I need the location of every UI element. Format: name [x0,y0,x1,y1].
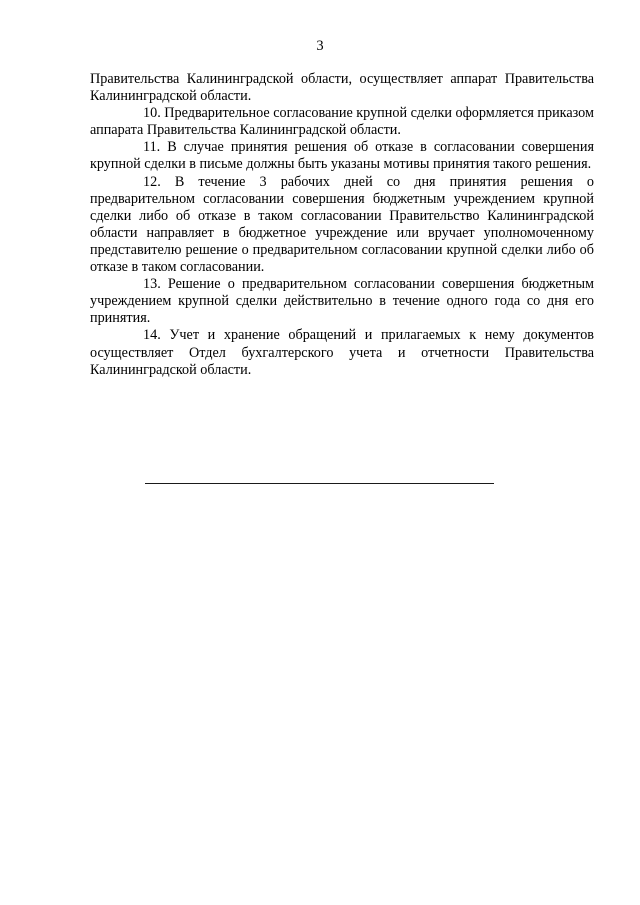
paragraph-item-12: 12. В течение 3 рабочих дней со дня принятия решения о предварительном согласовании совершения бюджетным учреждением крупной сделки либо об отказе в таком согласовании Правительство Калининградской области направляет в бюджетное учреждение или вручает уполномоченному представителю решение о предварительном согласовании крупной сделки либо об отказе в таком согласовании. [90,173,594,276]
page-number: 3 [316,38,324,54]
paragraph-item-11: 11. В случае принятия решения об отказе в согласовании совершения крупной сделки в письме должны быть указаны мотивы принятия такого решения. [90,139,594,173]
document-body [90,71,594,379]
paragraph-item-13: 13. Решение о предварительном согласовании совершения бюджетным учреждением крупной сделки действительно в течение одного года со дня его принятия. [90,276,594,327]
end-of-text-divider [145,483,494,484]
paragraph-item-10: 10. Предварительное согласование крупной сделки оформляется приказом аппарата Правительства Калининградской области. [90,105,594,139]
paragraph-item-14: 14. Учет и хранение обращений и прилагаемых к нему документов осуществляет Отдел бухгалтерского учета и отчетности Правительства Калининградской области. [90,327,594,378]
paragraph-continuation: Правительства Калининградской области, осуществляет аппарат Правительства Калининградской области. [90,71,594,105]
